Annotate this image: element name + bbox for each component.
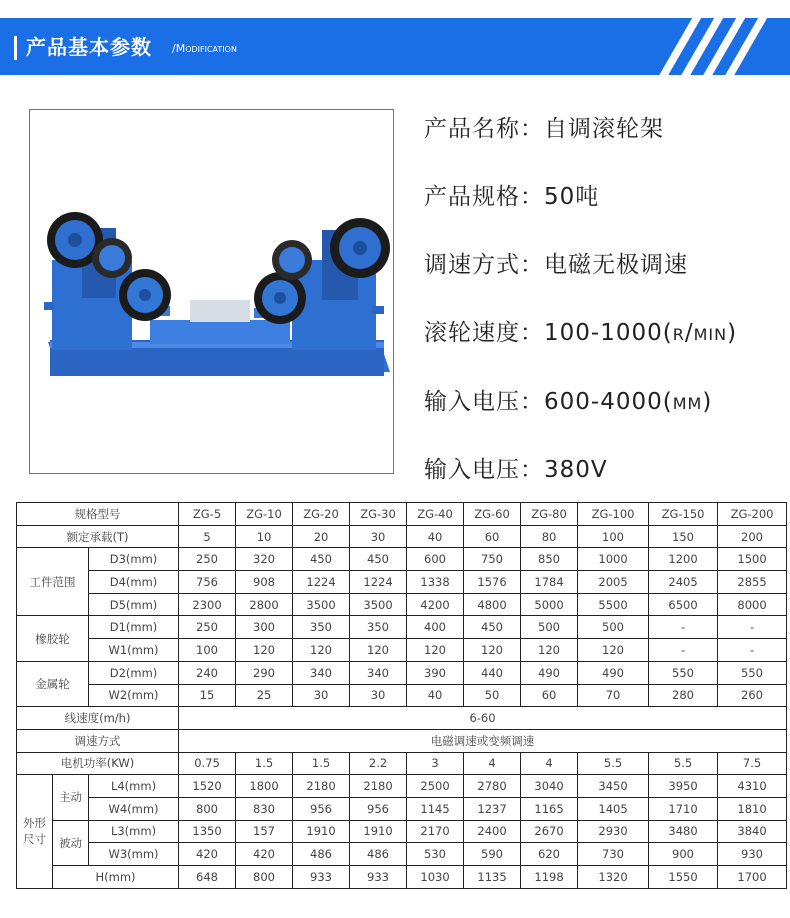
- table-row: [17, 593, 787, 616]
- table-cell: -: [718, 639, 787, 662]
- table-cell: 3840: [718, 820, 787, 843]
- table-cell: 2170: [407, 820, 464, 843]
- table-row: [17, 571, 787, 594]
- table-cell: 2800: [236, 593, 293, 616]
- table-cell: 70: [578, 684, 649, 707]
- banner-title: 产品基本参数: [26, 35, 152, 59]
- table-cell: 1198: [521, 866, 578, 889]
- info-line-voltage: [424, 451, 608, 484]
- table-cell: 440: [464, 661, 521, 684]
- table-cell: 80: [521, 525, 578, 548]
- table-cell: 1405: [578, 797, 649, 820]
- table-cell: 100: [578, 525, 649, 548]
- table-row: [17, 775, 787, 798]
- row-label: W4(mm): [89, 797, 179, 820]
- table-cell: 490: [578, 661, 649, 684]
- table-cell: 6500: [649, 593, 718, 616]
- table-cell: 1030: [407, 866, 464, 889]
- table-cell: 120: [293, 639, 350, 662]
- table-cell: 340: [350, 661, 407, 684]
- table-cell: 1810: [718, 797, 787, 820]
- table-cell: 500: [521, 616, 578, 639]
- banner-accent-bar: [14, 36, 17, 60]
- table-cell: 620: [521, 843, 578, 866]
- table-cell: 3450: [578, 775, 649, 798]
- table-row: [17, 820, 787, 843]
- model-cell: ZG-5: [179, 503, 236, 526]
- table-cell: 20: [293, 525, 350, 548]
- model-cell: ZG-20: [293, 503, 350, 526]
- table-cell: 420: [236, 843, 293, 866]
- group-label: 工件范围: [17, 548, 89, 616]
- table-cell: 120: [236, 639, 293, 662]
- row-label: W2(mm): [89, 684, 179, 707]
- info-line-range: [424, 383, 712, 416]
- table-cell: 7.5: [718, 752, 787, 775]
- table-cell: 1550: [649, 866, 718, 889]
- table-cell: 40: [407, 684, 464, 707]
- table-row: [17, 684, 787, 707]
- table-row: [17, 843, 787, 866]
- table-cell: 30: [293, 684, 350, 707]
- table-cell: 3950: [649, 775, 718, 798]
- table-cell: 290: [236, 661, 293, 684]
- table-row: [17, 866, 787, 889]
- table-cell: 4800: [464, 593, 521, 616]
- info-separator: ：: [520, 457, 544, 483]
- table-cell: 1.5: [293, 752, 350, 775]
- table-cell: 40: [407, 525, 464, 548]
- table-row: [17, 548, 787, 571]
- table-cell: 0.75: [179, 752, 236, 775]
- table-cell: 590: [464, 843, 521, 866]
- table-cell: 1135: [464, 866, 521, 889]
- table-cell: 120: [578, 639, 649, 662]
- row-label: 调速方式: [17, 729, 179, 752]
- table-cell: 1338: [407, 571, 464, 594]
- row-label: W3(mm): [89, 843, 179, 866]
- table-cell: 340: [293, 661, 350, 684]
- table-cell: 1800: [236, 775, 293, 798]
- table-cell: 3480: [649, 820, 718, 843]
- table-cell: 830: [236, 797, 293, 820]
- table-cell: 2005: [578, 571, 649, 594]
- table-cell: 5500: [578, 593, 649, 616]
- info-line-spec: [424, 178, 599, 211]
- table-cell: 800: [179, 797, 236, 820]
- info-value: 50吨: [544, 184, 600, 210]
- row-label: D2(mm): [89, 661, 179, 684]
- table-cell: 200: [718, 525, 787, 548]
- table-cell: 4: [521, 752, 578, 775]
- table-cell: 10: [236, 525, 293, 548]
- table-cell: 60: [464, 525, 521, 548]
- table-cell: 250: [179, 548, 236, 571]
- table-cell: 2500: [407, 775, 464, 798]
- table-cell: 1224: [293, 571, 350, 594]
- table-cell: 600: [407, 548, 464, 571]
- table-cell: 1710: [649, 797, 718, 820]
- table-cell: 450: [293, 548, 350, 571]
- table-cell: 60: [521, 684, 578, 707]
- subgroup-label: 被动: [53, 820, 89, 865]
- table-cell: 1700: [718, 866, 787, 889]
- table-cell: 1320: [578, 866, 649, 889]
- info-label: 输入电压: [424, 457, 520, 483]
- table-cell: 1237: [464, 797, 521, 820]
- table-cell: 2930: [578, 820, 649, 843]
- table-cell: 120: [464, 639, 521, 662]
- table-cell: 4: [464, 752, 521, 775]
- table-cell: 1224: [350, 571, 407, 594]
- table-cell: 260: [718, 684, 787, 707]
- table-cell: 2.2: [350, 752, 407, 775]
- table-cell: 8000: [718, 593, 787, 616]
- table-cell: 486: [293, 843, 350, 866]
- table-cell: 100: [179, 639, 236, 662]
- table-header-cell: 规格型号: [17, 503, 179, 526]
- model-cell: ZG-150: [649, 503, 718, 526]
- table-cell: 5.5: [649, 752, 718, 775]
- info-separator: ：: [520, 116, 544, 142]
- table-cell: 956: [293, 797, 350, 820]
- row-label: D3(mm): [89, 548, 179, 571]
- group-label: 橡胶轮: [17, 616, 89, 661]
- product-photo-frame: [29, 109, 394, 474]
- info-value: 600-4000: [544, 389, 663, 415]
- row-label: L3(mm): [89, 820, 179, 843]
- table-cell: 420: [179, 843, 236, 866]
- table-cell: 320: [236, 548, 293, 571]
- table-cell: 5.5: [578, 752, 649, 775]
- table-cell: 157: [236, 820, 293, 843]
- table-cell: 800: [236, 866, 293, 889]
- model-cell: ZG-10: [236, 503, 293, 526]
- table-cell: 2405: [649, 571, 718, 594]
- info-value: 电磁无极调速: [544, 252, 688, 278]
- table-cell: 5000: [521, 593, 578, 616]
- table-cell: 280: [649, 684, 718, 707]
- info-separator: ：: [520, 320, 544, 346]
- spec-table: [16, 502, 787, 889]
- table-cell: 850: [521, 548, 578, 571]
- table-cell: 1576: [464, 571, 521, 594]
- info-unit: (r/min): [662, 320, 738, 346]
- table-cell: 3040: [521, 775, 578, 798]
- table-cell: 1.5: [236, 752, 293, 775]
- table-row: [17, 729, 787, 752]
- banner-subtitle: /Modification: [172, 42, 237, 55]
- table-cell: 50: [464, 684, 521, 707]
- table-cell: 3500: [293, 593, 350, 616]
- table-cell: 1520: [179, 775, 236, 798]
- table-cell: 3: [407, 752, 464, 775]
- table-cell-merged: 电磁调速或变频调速: [179, 729, 787, 752]
- row-label: 电机功率(KW): [17, 752, 179, 775]
- table-cell: 240: [179, 661, 236, 684]
- table-cell: 450: [464, 616, 521, 639]
- group-label-line: 尺寸: [23, 832, 46, 847]
- table-row: [17, 661, 787, 684]
- table-cell: 530: [407, 843, 464, 866]
- table-cell: 930: [718, 843, 787, 866]
- table-cell: 120: [521, 639, 578, 662]
- table-cell-merged: 6-60: [179, 707, 787, 730]
- table-row: [17, 639, 787, 662]
- info-separator: ：: [520, 184, 544, 210]
- subgroup-label: 主动: [53, 775, 89, 820]
- table-row: [17, 616, 787, 639]
- table-cell: 25: [236, 684, 293, 707]
- table-row: [17, 797, 787, 820]
- table-cell: 1145: [407, 797, 464, 820]
- table-cell: -: [718, 616, 787, 639]
- info-separator: ：: [520, 252, 544, 278]
- table-cell: 908: [236, 571, 293, 594]
- table-cell: 4310: [718, 775, 787, 798]
- table-cell: 2855: [718, 571, 787, 594]
- table-cell: 900: [649, 843, 718, 866]
- table-cell: 3500: [350, 593, 407, 616]
- info-label: 调速方式: [424, 252, 520, 278]
- table-cell: 300: [236, 616, 293, 639]
- table-cell: 756: [179, 571, 236, 594]
- table-cell: 486: [350, 843, 407, 866]
- info-line-control: [424, 246, 688, 279]
- table-cell: 150: [649, 525, 718, 548]
- group-label: [17, 775, 53, 888]
- table-cell: 2400: [464, 820, 521, 843]
- model-cell: ZG-40: [407, 503, 464, 526]
- table-cell: 2670: [521, 820, 578, 843]
- table-cell: 30: [350, 684, 407, 707]
- table-header-row: [17, 503, 787, 526]
- table-cell: 4200: [407, 593, 464, 616]
- table-cell: 933: [293, 866, 350, 889]
- table-cell: 15: [179, 684, 236, 707]
- table-cell: 250: [179, 616, 236, 639]
- table-cell: 2780: [464, 775, 521, 798]
- model-cell: ZG-30: [350, 503, 407, 526]
- row-label: H(mm): [53, 866, 179, 889]
- table-cell: 2180: [350, 775, 407, 798]
- table-row: [17, 752, 787, 775]
- table-cell: 1500: [718, 548, 787, 571]
- table-cell: 1000: [578, 548, 649, 571]
- group-label-line: 外形: [23, 816, 46, 831]
- model-cell: ZG-80: [521, 503, 578, 526]
- table-cell: -: [649, 639, 718, 662]
- model-cell: ZG-100: [578, 503, 649, 526]
- table-cell: 450: [350, 548, 407, 571]
- info-unit: (mm): [662, 389, 713, 415]
- table-cell: 730: [578, 843, 649, 866]
- model-cell: ZG-60: [464, 503, 521, 526]
- row-label: 线速度(m/h): [17, 707, 179, 730]
- row-label: D5(mm): [89, 593, 179, 616]
- info-value: 100-1000: [544, 320, 663, 346]
- table-cell: 350: [350, 616, 407, 639]
- table-cell: 1910: [293, 820, 350, 843]
- table-cell: 350: [293, 616, 350, 639]
- table-cell: 2180: [293, 775, 350, 798]
- info-line-name: [424, 110, 664, 143]
- group-label: 金属轮: [17, 661, 89, 706]
- table-cell: -: [649, 616, 718, 639]
- table-cell: 550: [718, 661, 787, 684]
- table-cell: 1910: [350, 820, 407, 843]
- table-cell: 550: [649, 661, 718, 684]
- info-value: 自调滚轮架: [544, 116, 664, 142]
- info-separator: ：: [520, 389, 544, 415]
- table-cell: 750: [464, 548, 521, 571]
- info-label: 滚轮速度: [424, 320, 520, 346]
- table-cell: 648: [179, 866, 236, 889]
- roller-bed-image: [30, 110, 393, 473]
- section-banner: [0, 18, 790, 75]
- info-label: 输入电压: [424, 389, 520, 415]
- table-cell: 500: [578, 616, 649, 639]
- table-cell: 390: [407, 661, 464, 684]
- row-label: W1(mm): [89, 639, 179, 662]
- table-cell: 933: [350, 866, 407, 889]
- table-cell: 120: [350, 639, 407, 662]
- table-cell: 1784: [521, 571, 578, 594]
- table-cell: 30: [350, 525, 407, 548]
- table-cell: 120: [407, 639, 464, 662]
- table-cell: 1200: [649, 548, 718, 571]
- table-row: [17, 525, 787, 548]
- row-label: 额定承载(T): [17, 525, 179, 548]
- info-value: 380V: [544, 457, 608, 483]
- row-label: L4(mm): [89, 775, 179, 798]
- table-cell: 956: [350, 797, 407, 820]
- table-cell: 1350: [179, 820, 236, 843]
- table-cell: 2300: [179, 593, 236, 616]
- info-label: 产品规格: [424, 184, 520, 210]
- info-line-roller-speed: [424, 314, 737, 347]
- row-label: D1(mm): [89, 616, 179, 639]
- table-cell: 5: [179, 525, 236, 548]
- info-label: 产品名称: [424, 116, 520, 142]
- model-cell: ZG-200: [718, 503, 787, 526]
- table-cell: 490: [521, 661, 578, 684]
- table-row: [17, 707, 787, 730]
- table-cell: 1165: [521, 797, 578, 820]
- row-label: D4(mm): [89, 571, 179, 594]
- table-cell: 400: [407, 616, 464, 639]
